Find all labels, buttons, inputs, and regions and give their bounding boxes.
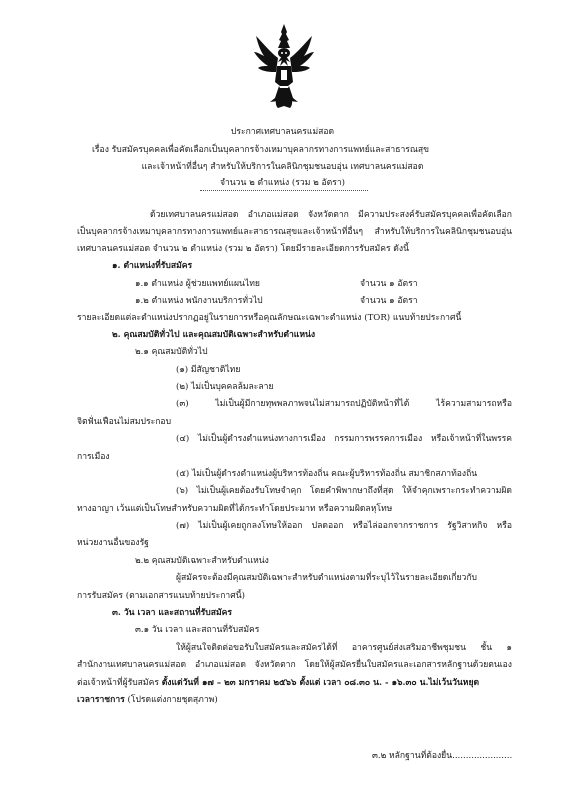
position-1-name: ๑.๑ ตำแหน่ง ผู้ช่วยแพทย์แผนไทย — [135, 279, 260, 289]
qualification-7a: (๗) ไม่เป็นผู้เคยถูกลงโทษให้ออก ปลดออก หรือไล่ออกจากราชการ รัฐวิสาหกิจ หรือ — [176, 521, 512, 531]
section-2-heading: ๒. คุณสมบัติทั่วไป และคุณสมบัติเฉพาะสำหรับตำแหน่ง — [112, 330, 316, 340]
qualification-6b: ทางอาญา เว้นแต่เป็นโทษสำหรับความผิดที่ได้กระทำโดยประมาท หรือความผิดลหุโทษ — [77, 504, 393, 514]
application-dates: ตั้งแต่วันที่ ๑๗ – ๒๓ มกราคม ๒๕๖๖ ตั้งแต่ เวลา ๐๘.๓๐ น. - ๑๖.๓๐ น.ไม่เว้นวันหยุด — [161, 678, 480, 688]
dress-code-note: (โปรดแต่งกายชุดสุภาพ) — [124, 695, 218, 705]
intro-line-3: เทศบาลนครแม่สอด จำนวน ๒ ตำแหน่ง (รวม ๒ อัตรา) โดยมีรายละเอียดการรับสมัคร ดังนี้ — [77, 244, 409, 254]
qualification-6a: (๖) ไม่เป็นผู้เคยต้องรับโทษจำคุก โดยคำพิพากษาถึงที่สุด ให้จำคุกเพราะกระทำความผิด — [176, 486, 512, 496]
intro-line-1: ด้วยเทศบาลนครแม่สอด อำเภอแม่สอด จังหวัดตาก มีความประสงค์รับสมัครบุคคลเพื่อคัดเลือก — [150, 210, 512, 220]
section-3-1-title: ๓.๑ วัน เวลา และสถานที่รับสมัคร — [135, 625, 260, 635]
section-2-1-title: ๒.๑ คุณสมบัติทั่วไป — [135, 347, 208, 357]
application-line-3 — [77, 679, 479, 688]
section-1-note: รายละเอียดแต่ละตำแหน่งปรากฏอยู่ในรายการหรือคุณลักษณะเฉพาะตำแหน่ง (TOR) แนบท้ายประกาศนี้ — [77, 313, 462, 323]
application-line-4 — [77, 696, 218, 705]
position-2-count: จำนวน ๑ อัตรา — [360, 296, 418, 306]
application-line-2: สำนักงานเทศบาลนครแม่สอด อำเภอแม่สอด จังหวัดตาก โดยให้ผู้สมัครยื่นใบสมัครและเอกสารหลักฐานด้วยตนเอง — [77, 660, 512, 670]
qualification-7b: หน่วยงานอื่นของรัฐ — [77, 538, 149, 548]
section-1-heading: ๑. ตำแหน่งที่รับสมัคร — [112, 261, 193, 271]
application-line-3-prefix: ต่อเจ้าหน้าที่ผู้รับสมัคร — [77, 678, 162, 688]
office-hours-label: เวลาราชการ — [77, 695, 125, 705]
specific-qualification-line-1: ผู้สมัครจะต้องมีคุณสมบัติเฉพาะสำหรับตำแหน่งตามที่ระบุไว้ในรายละเอียดเกี่ยวกับ — [176, 573, 477, 583]
qualification-3a: (๓) ไม่เป็นผู้มีกายทุพพลภาพจนไม่สามารถปฏิบัติหน้าที่ได้ ไร้ความสามารถหรือ — [176, 399, 512, 409]
separator-dots — [200, 190, 368, 191]
next-page-continuation: ๓.๒ หลักฐานที่ต้องยื่น...................... — [372, 751, 513, 761]
specific-qualification-line-2: การรับสมัคร (ตามเอกสารแนบท้ายประกาศนี้) — [77, 591, 245, 601]
announcement-title: ประกาศเทศบาลนครแม่สอด — [230, 127, 335, 137]
application-line-1: ให้ผู้สนใจติดต่อขอรับใบสมัครและสมัครได้ที่ อาคารศูนย์ส่งเสริมอาชีพชุมชน ชั้น ๑ — [176, 643, 512, 653]
qualification-4b: การเมือง — [77, 452, 110, 462]
qualification-2: (๒) ไม่เป็นบุคคลล้มละลาย — [176, 382, 274, 392]
section-3-heading: ๓. วัน เวลา และสถานที่รับสมัคร — [112, 608, 232, 618]
qualification-5: (๕) ไม่เป็นผู้ดำรงตำแหน่งผู้บริหารท้องถิ่น คณะผู้บริหารท้องถิ่น สมาชิกสภาท้องถิ่น — [176, 469, 478, 479]
qualification-3b: จิตฟั่นเฟือนไม่สมประกอบ — [77, 417, 172, 427]
garuda-emblem — [252, 22, 316, 110]
intro-line-2: เป็นบุคลากรจ้างเหมาบุคลากรทางการแพทย์และสาธารณสุขและเจ้าหน้าที่อื่นๆ สำหรับให้บริการในคลินิกชุมชนอบอุ่น — [77, 227, 512, 237]
qualification-4a: (๔) ไม่เป็นผู้ดำรงตำแหน่งทางการเมือง กรรมการพรรคการเมือง หรือเจ้าหน้าที่ในพรรค — [176, 434, 512, 444]
section-2-2-title: ๒.๒ คุณสมบัติเฉพาะสำหรับตำแหน่ง — [135, 556, 269, 566]
qualification-1: (๑) มีสัญชาติไทย — [176, 365, 241, 375]
position-2-name: ๑.๒ ตำแหน่ง พนักงานบริการทั่วไป — [135, 296, 263, 306]
subject-line-2: และเจ้าหน้าที่อื่นๆ สำหรับให้บริการในคลินิกชุมชนอบอุ่น เทศบาลนครแม่สอด — [141, 162, 424, 172]
subject-line-1: เรื่อง รับสมัครบุคคลเพื่อคัดเลือกเป็นบุคลากรจ้างเหมาบุคลากรทางการแพทย์และสาธารณสุข — [92, 145, 430, 155]
position-1-count: จำนวน ๑ อัตรา — [360, 279, 418, 289]
subject-line-3: จำนวน ๒ ตำแหน่ง (รวม ๒ อัตรา) — [219, 178, 346, 188]
